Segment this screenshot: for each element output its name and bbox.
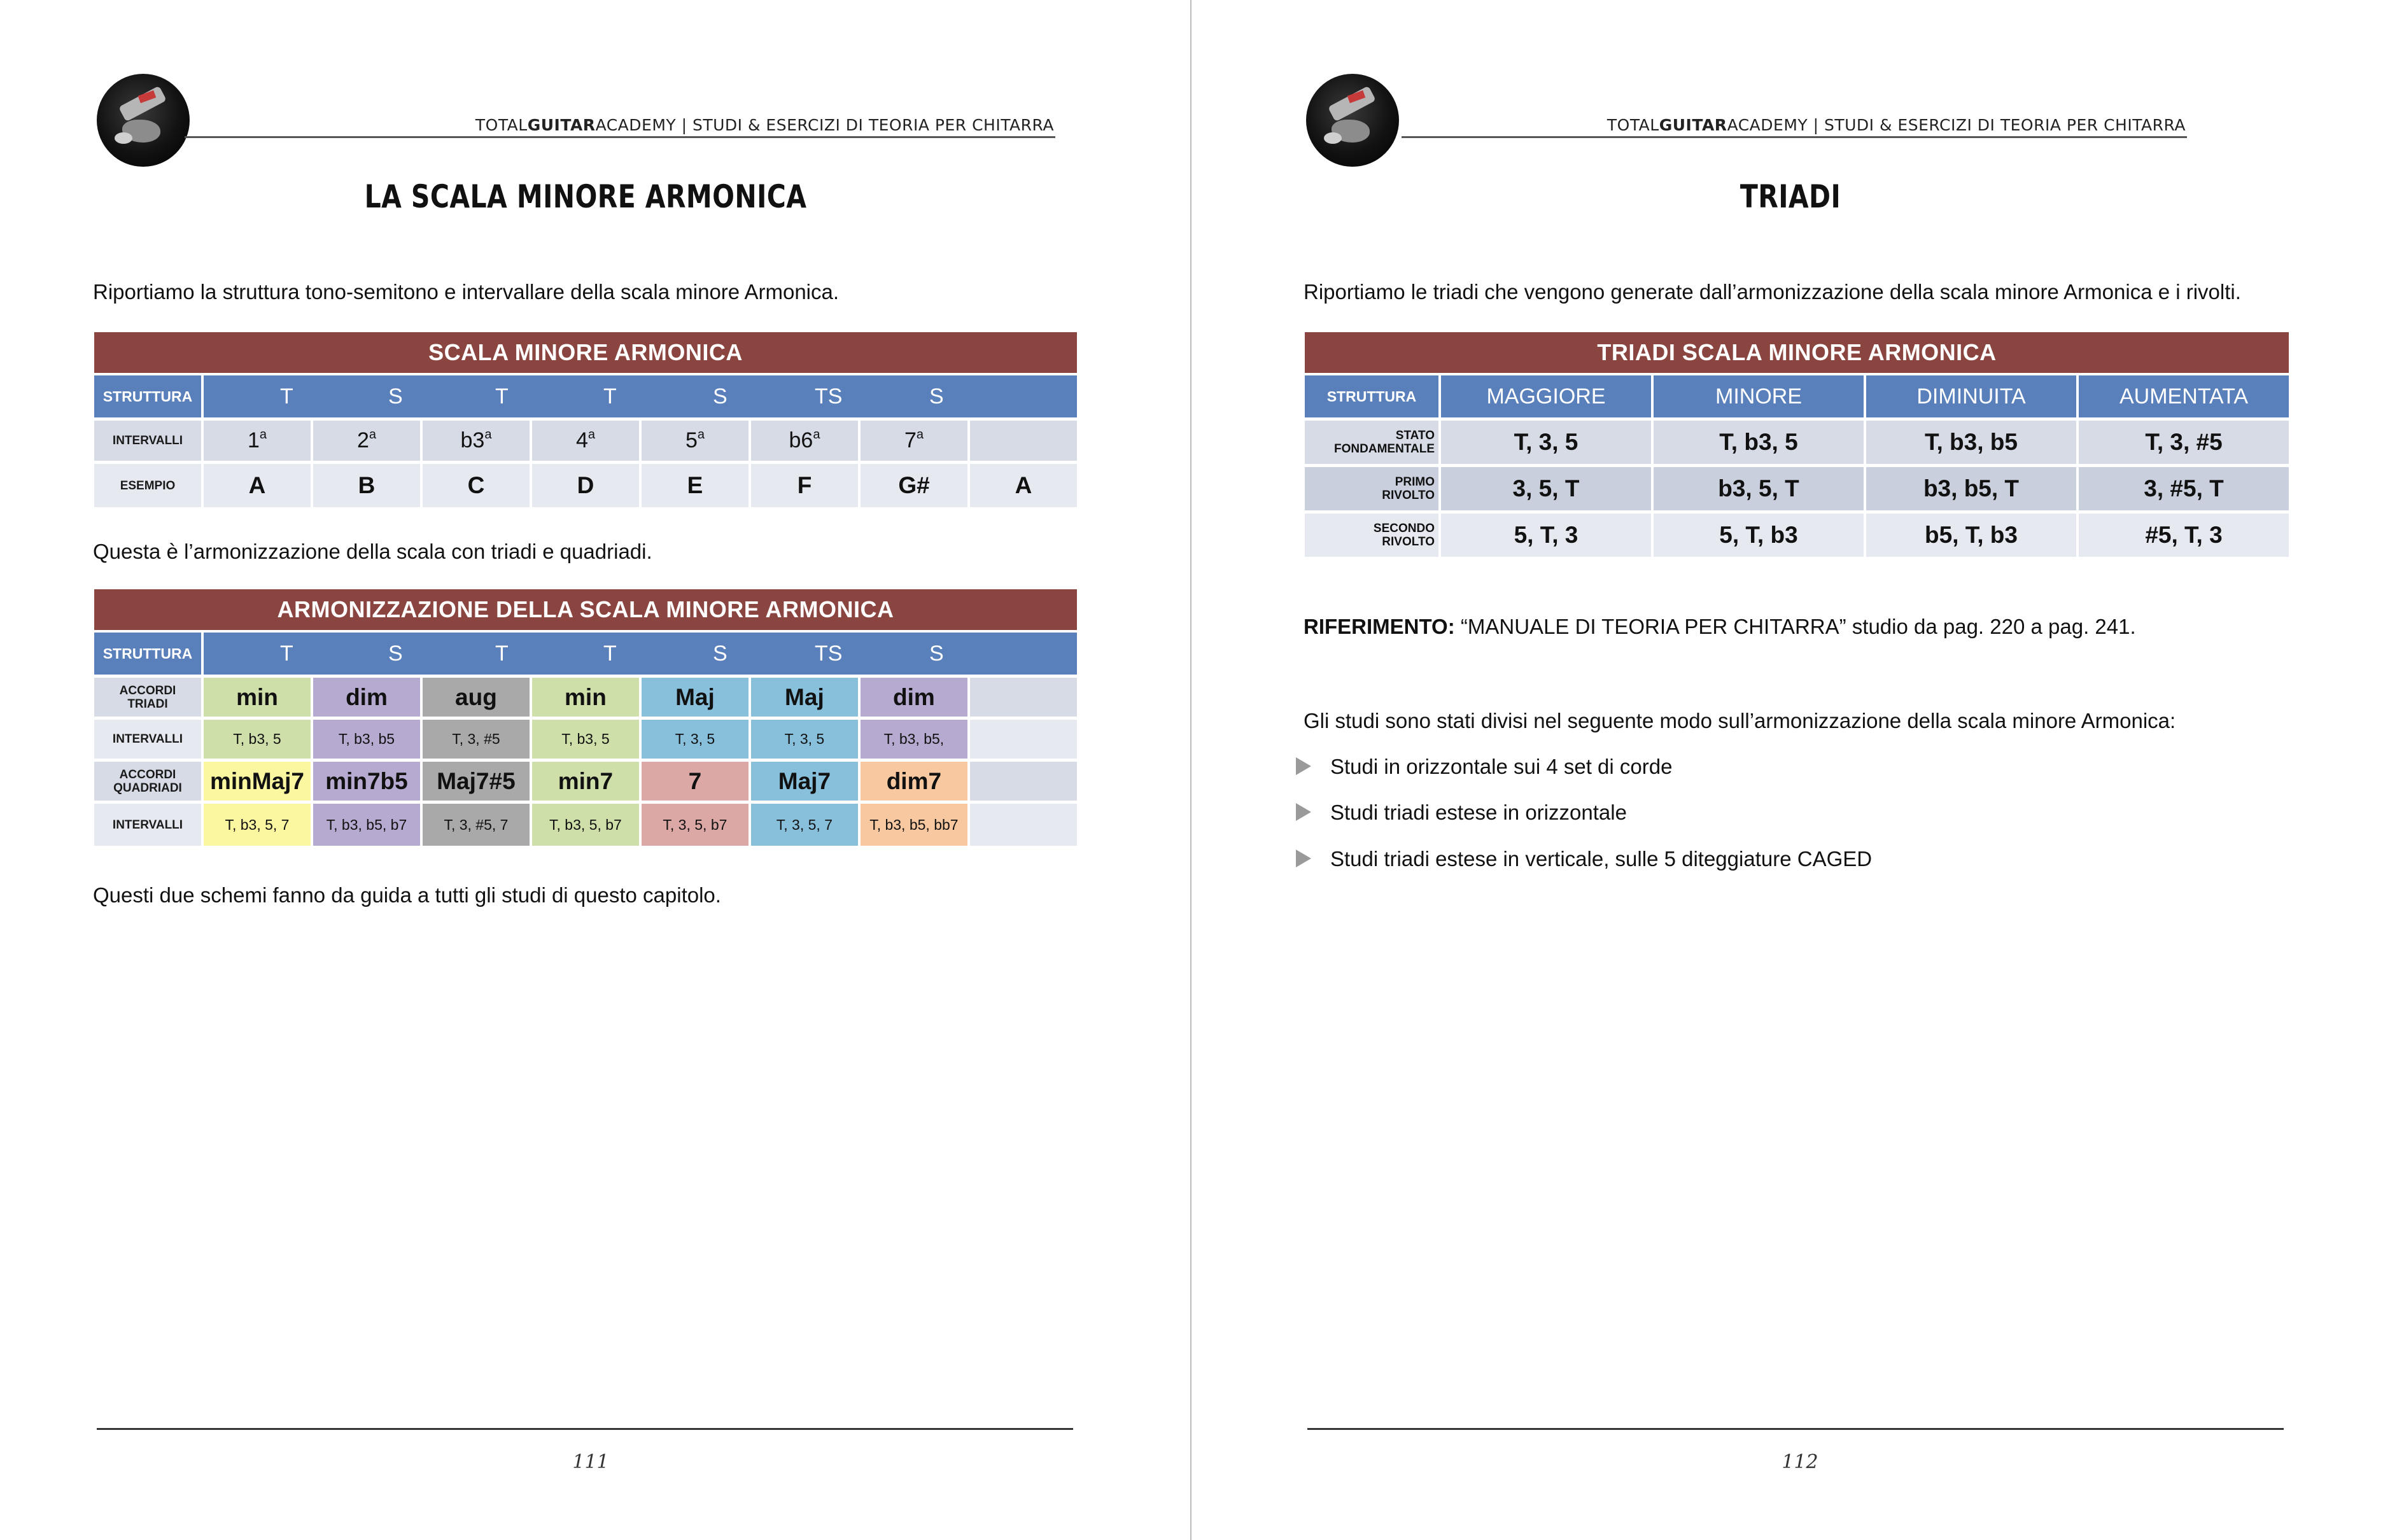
triad-chord: Maj — [751, 678, 858, 720]
example-note: F — [751, 464, 858, 507]
empty-cell — [970, 720, 1077, 762]
header-rule — [185, 136, 1055, 138]
footer-rule — [1307, 1428, 2284, 1430]
harmonization-table-banner: ARMONIZZAZIONE DELLA SCALA MINORE ARMONICA — [94, 589, 1077, 633]
row-label: INTERVALLI — [94, 804, 201, 846]
triad-chord: min — [204, 678, 311, 720]
quadriad-intervals: T, b3, b5, b7 — [313, 804, 420, 846]
triad-intervals: T, 3, #5 — [423, 720, 530, 762]
triad-intervals: T, b3, b5 — [313, 720, 420, 762]
quadriad-chord: 7 — [642, 762, 749, 804]
intro-text: Riportiamo la struttura tono-semitono e intervallare della scala minore Armonica. — [93, 280, 840, 304]
triad-value: 3, 5, T — [1441, 467, 1651, 514]
reference-text: RIFERIMENTO: “MANUALE DI TEORIA PER CHITARRA” studio da pag. 220 a pag. 241. — [1304, 615, 2136, 638]
triad-value: T, b3, 5 — [1654, 421, 1864, 467]
structure-step: T — [279, 641, 293, 666]
row-label: ACCORDI QUADRIADI — [94, 762, 201, 804]
interval-cell: 4$^a$ — [532, 421, 639, 464]
triad-value: T, b3, b5 — [1866, 421, 2076, 467]
bullet-item: Studi triadi estese in verticale, sulle 5 diteggiature CAGED — [1296, 847, 1872, 871]
row-label: INTERVALLI — [94, 720, 201, 762]
harmonization-table — [92, 589, 1079, 846]
footer-rule — [97, 1428, 1073, 1430]
triads-row — [1305, 421, 2289, 467]
row-label: STRUTTURA — [94, 633, 201, 678]
quadriad-chord: Maj7 — [751, 762, 858, 804]
structure-row — [94, 375, 1077, 421]
running-header: TOTALGUITARACADEMY | STUDI & ESERCIZI DI TEORIA PER CHITARRA — [1606, 116, 2186, 134]
triangle-bullet-icon — [1296, 850, 1311, 867]
right-page — [1192, 0, 2383, 1540]
quadriad-intervals: T, 3, #5, 7 — [423, 804, 530, 846]
example-note: A — [204, 464, 311, 507]
triads-row — [1305, 514, 2289, 560]
structure-step: T — [603, 641, 617, 666]
example-note: E — [642, 464, 749, 507]
quadriad-intervals: T, b3, 5, 7 — [204, 804, 311, 846]
middle-text: Questa è l’armonizzazione della scala con triadi e quadriadi. — [93, 540, 652, 563]
structure-step: T — [603, 384, 617, 409]
structure-step: S — [388, 641, 403, 666]
triad-chord: dim — [861, 678, 967, 720]
triad-value: #5, T, 3 — [2079, 514, 2289, 560]
triad-intervals: T, 3, 5 — [751, 720, 858, 762]
triads-row — [1305, 467, 2289, 514]
quadriad-intervals-row — [94, 804, 1077, 846]
triad-value: 5, T, b3 — [1654, 514, 1864, 560]
triad-chord: dim — [313, 678, 420, 720]
triads-row — [94, 678, 1077, 720]
column-header: MINORE — [1654, 375, 1864, 421]
interval-cell: 7$^a$ — [861, 421, 967, 464]
triad-chord: min — [532, 678, 639, 720]
triad-intervals: T, b3, 5 — [204, 720, 311, 762]
column-header: MAGGIORE — [1441, 375, 1651, 421]
quadriad-chord: Maj7#5 — [423, 762, 530, 804]
triad-chord: Maj — [642, 678, 749, 720]
empty-cell — [970, 762, 1077, 804]
structure-step: S — [929, 384, 944, 409]
triad-value: b3, 5, T — [1654, 467, 1864, 514]
triad-intervals: T, 3, 5 — [642, 720, 749, 762]
empty-cell — [970, 678, 1077, 720]
structure-row — [94, 633, 1077, 678]
quadriads-row — [94, 762, 1077, 804]
row-label: STRUTTURA — [94, 375, 201, 421]
intro-text: Riportiamo le triadi che vengono generate dall’armonizzazione della scala minore Armonica e i rivolti. — [1304, 280, 2241, 304]
triad-value: b5, T, b3 — [1866, 514, 2076, 560]
closing-text: Questi due schemi fanno da guida a tutti gli studi di questo capitolo. — [93, 883, 721, 907]
triads-table — [1302, 332, 2291, 560]
page-title: TRIADI — [1740, 178, 1841, 215]
triad-value: b3, b5, T — [1866, 467, 2076, 514]
interval-cell: 2$^a$ — [313, 421, 420, 464]
triad-value: 5, T, 3 — [1441, 514, 1651, 560]
academy-logo-icon — [97, 74, 190, 167]
academy-logo-icon — [1306, 74, 1399, 167]
structure-step: S — [713, 384, 728, 409]
column-header: DIMINUITA — [1866, 375, 2076, 421]
column-header: AUMENTATA — [2079, 375, 2289, 421]
interval-cell: b6$^a$ — [751, 421, 858, 464]
page-number: 112 — [1782, 1451, 1818, 1473]
triad-intervals: T, b3, b5, — [861, 720, 967, 762]
interval-cell: b3$^a$ — [423, 421, 530, 464]
triad-value: T, 3, #5 — [2079, 421, 2289, 467]
row-label: PRIMO RIVOLTO — [1305, 467, 1438, 514]
triads-header-row — [1305, 375, 2289, 421]
triangle-bullet-icon — [1296, 803, 1311, 821]
row-label: SECONDO RIVOLTO — [1305, 514, 1438, 560]
interval-cell: 5$^a$ — [642, 421, 749, 464]
page-title: LA SCALA MINORE ARMONICA — [364, 178, 807, 215]
example-row — [94, 464, 1077, 507]
scale-table — [92, 332, 1079, 507]
interval-cell: 1$^a$ — [204, 421, 311, 464]
row-label: STATO FONDAMENTALE — [1305, 421, 1438, 467]
example-note: D — [532, 464, 639, 507]
scale-table-banner: SCALA MINORE ARMONICA — [94, 332, 1077, 375]
structure-step: TS — [815, 384, 843, 409]
empty-cell — [970, 804, 1077, 846]
interval-cell-empty — [970, 421, 1077, 464]
page-number: 111 — [572, 1451, 609, 1473]
intervals-row — [94, 421, 1077, 464]
quadriad-chord: dim7 — [861, 762, 967, 804]
structure-step: S — [712, 641, 728, 666]
example-note: B — [313, 464, 420, 507]
header-rule — [1402, 136, 2187, 138]
quadriad-chord: min7b5 — [313, 762, 420, 804]
structure-step: S — [929, 641, 944, 666]
quadriad-chord: min7 — [532, 762, 639, 804]
example-note: A — [970, 464, 1077, 507]
example-note: C — [423, 464, 530, 507]
structure-step: T — [495, 641, 509, 666]
triad-value: T, 3, 5 — [1441, 421, 1651, 467]
row-label: ESEMPIO — [94, 464, 201, 507]
quadriad-intervals: T, b3, 5, b7 — [532, 804, 639, 846]
triad-intervals-row — [94, 720, 1077, 762]
bullet-item: Studi in orizzontale sui 4 set di corde — [1296, 755, 1672, 779]
triads-table-banner: TRIADI SCALA MINORE ARMONICA — [1305, 332, 2289, 375]
triad-intervals: T, b3, 5 — [532, 720, 639, 762]
row-label: STRUTTURA — [1305, 375, 1438, 421]
row-label: INTERVALLI — [94, 421, 201, 464]
bullet-item: Studi triadi estese in orizzontale — [1296, 801, 1627, 825]
example-note: G# — [861, 464, 967, 507]
row-label: ACCORDI TRIADI — [94, 678, 201, 720]
structure-step: TS — [814, 641, 843, 666]
quadriad-intervals: T, 3, 5, b7 — [642, 804, 749, 846]
triangle-bullet-icon — [1296, 757, 1311, 775]
quadriad-intervals: T, 3, 5, 7 — [751, 804, 858, 846]
running-header: TOTALGUITARACADEMY | STUDI & ESERCIZI DI TEORIA PER CHITARRA — [475, 116, 1054, 134]
quadriad-chord: minMaj7 — [204, 762, 311, 804]
structure-step: S — [388, 384, 403, 409]
quadriad-intervals: T, b3, b5, bb7 — [861, 804, 967, 846]
triad-value: 3, #5, T — [2079, 467, 2289, 514]
structure-step: T — [280, 384, 293, 409]
triad-chord: aug — [423, 678, 530, 720]
studies-intro: Gli studi sono stati divisi nel seguente modo sull’armonizzazione della scala minore Armonica: — [1304, 709, 2176, 732]
structure-step: T — [495, 384, 509, 409]
